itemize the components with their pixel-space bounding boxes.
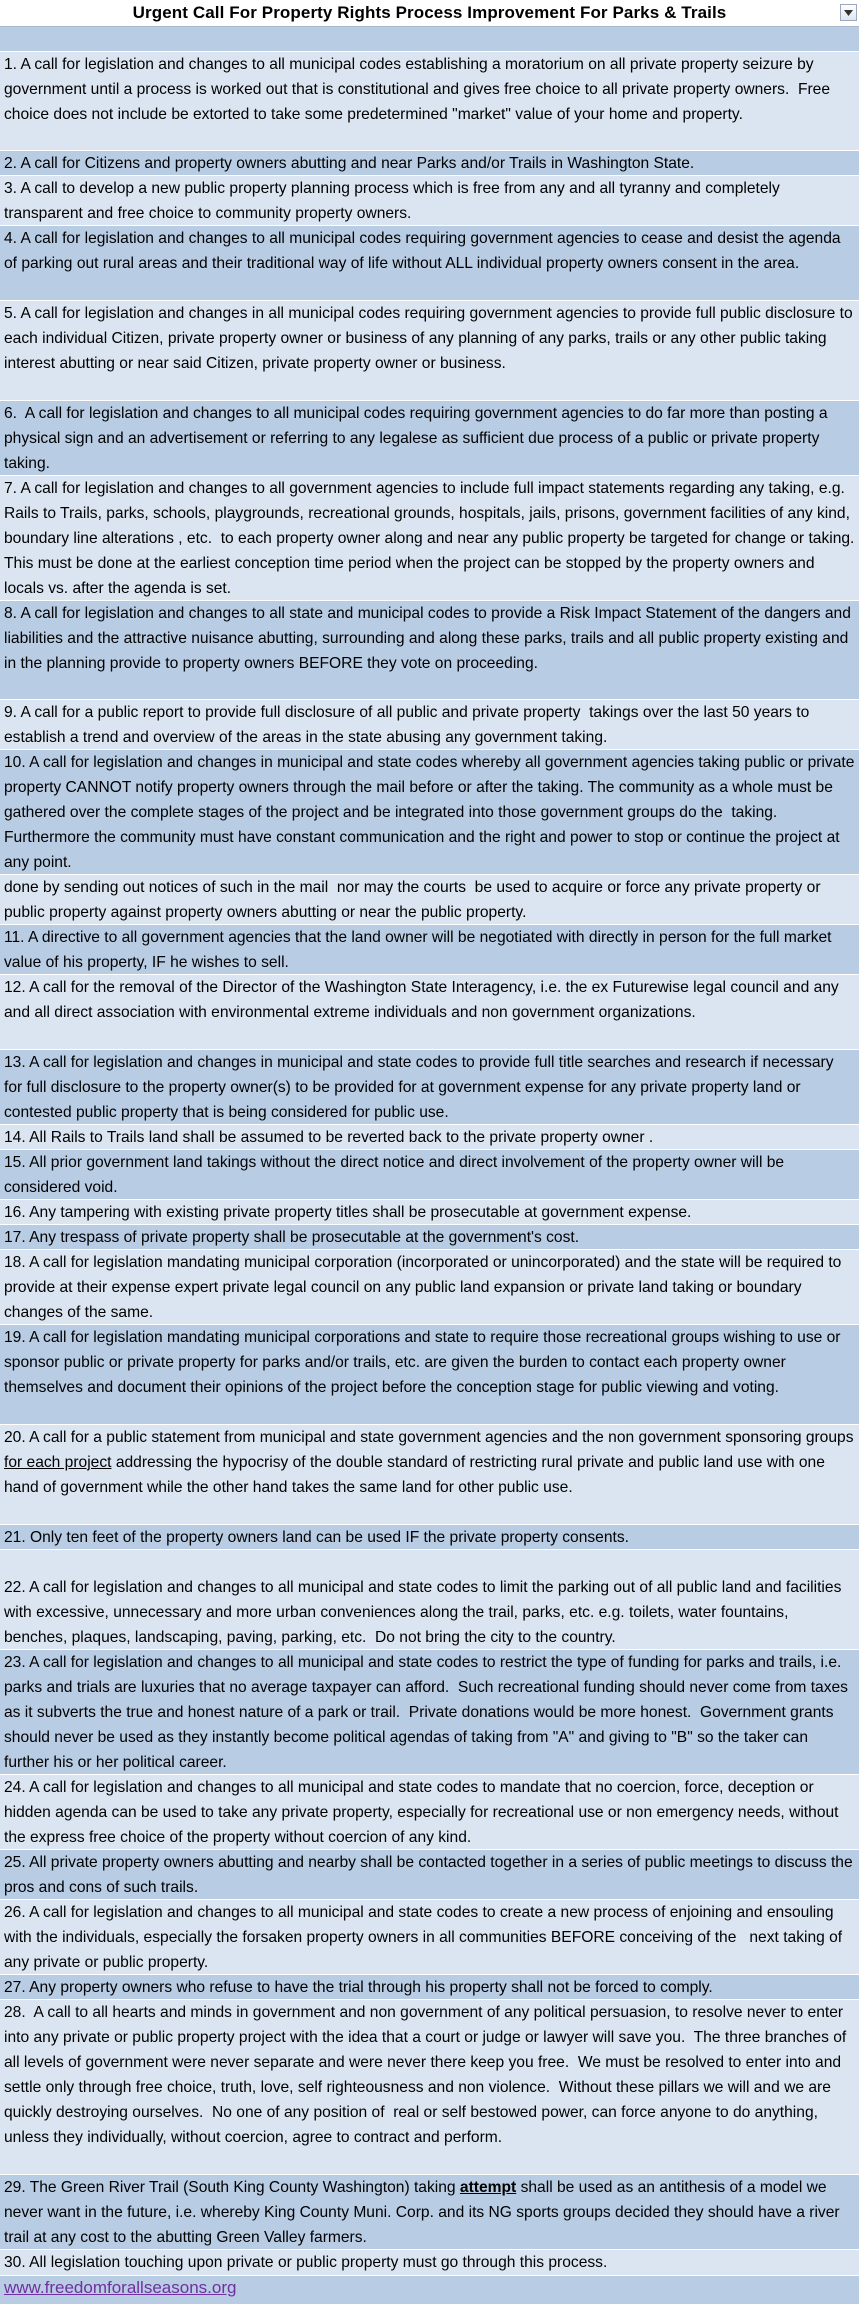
row-item-21[interactable]	[0, 1525, 859, 1550]
item-29-text: 29. The Green River Trail (South King County Washington) taking	[4, 2179, 460, 2196]
cell-text: done by sending out notices of such in the mail nor may the courts be used to acquire or force any private property or public property against property owners abutting or near the public property.	[4, 879, 825, 921]
row-item-1[interactable]	[0, 52, 859, 151]
cell-text: 16. Any tampering with existing private property titles shall be prosecutable at government expense.	[4, 1204, 692, 1221]
website-link[interactable]: www.freedomforallseasons.org	[4, 2278, 237, 2297]
cell-text: 1. A call for legislation and changes to all municipal codes establishing a moratorium on all private property seizure by government until a process is worked out that is constitutional and gives free choice to all private property owners. Free choice does not include be extorted to take some predetermined "market" value of your home and property.	[4, 56, 835, 123]
cell-text: 30. All legislation touching upon private or public property must go through this process.	[4, 2254, 608, 2271]
page-title: Urgent Call For Property Rights Process Improvement For Parks & Trails	[132, 3, 727, 22]
cell-text: 11. A directive to all government agencies that the land owner will be negotiated with directly in person for the full market value of his property, IF he wishes to sell.	[4, 929, 836, 971]
cell-text: 9. A call for a public report to provide full disclosure of all public and private property takings over the last 50 years to establish a trend and overview of the areas in the state abusing any government taking.	[4, 704, 814, 746]
row-item-8[interactable]	[0, 601, 859, 700]
cell-text: 6. A call for legislation and changes to all municipal codes requiring government agencies to do far more than posting a physical sign and an advertisement or referring to any legalese as sufficient due process of a public or private property taking.	[4, 405, 832, 472]
cell-text: 4. A call for legislation and changes to all municipal codes requiring government agencies to cease and desist the agenda of parking out rural areas and their traditional way of life without ALL individual property owners consent in the area.	[4, 230, 845, 272]
cell-text: 8. A call for legislation and changes to all state and municipal codes to provide a Risk Impact Statement of the dangers and liabilities and the attractive nuisance abutting, surrounding and along these parks, trails and all public property existing and in the planning provide to property owners BEFORE they vote on proceeding.	[4, 605, 856, 672]
item-20-underlined: for each project	[4, 1454, 112, 1471]
row-item-16[interactable]	[0, 1200, 859, 1225]
row-item-18[interactable]	[0, 1250, 859, 1325]
cell-text: 22. A call for legislation and changes to all municipal and state codes to limit the parking out of all public land and facilities with excessive, unnecessary and more urban conveniences along the trail, parks, etc. e.g. toilets, water fountains, benches, plaques, landscaping, paving, parking, etc. Do not bring the city to the country.	[4, 1579, 846, 1646]
row-item-11[interactable]	[0, 925, 859, 975]
cell-text: 26. A call for legislation and changes to all municipal and state codes to create a new process of enjoining and ensouling with the individuals, especially the forsaken property owners in all communities BEFORE conceiving of the next taking of any private or public property.	[4, 1904, 847, 1971]
row-item-23[interactable]	[0, 1650, 859, 1775]
cell-text: 18. A call for legislation mandating municipal corporation (incorporated or unincorporated) and the state will be required to provide at their expense expert private legal council on any public land expansion or private land taking or boundary changes of the same.	[4, 1254, 846, 1321]
row-item-5[interactable]	[0, 301, 859, 401]
row-item-14[interactable]	[0, 1125, 859, 1150]
website-link-row[interactable]	[0, 2276, 859, 2304]
cell-text: 7. A call for legislation and changes to all government agencies to include full impact statements regarding any taking, e.g. Rails to Trails, parks, schools, playgrounds, recreational grounds, hospitals, jails, prisons, government facilities of any kind, boundary line alterations , etc. to each property owner along and near any public property be targeted for change or taking. This must be done at the earliest conception time period when the project can be stopped by the property owners and locals vs. after the agenda is set.	[4, 480, 859, 597]
row-item-22[interactable]	[0, 1550, 859, 1650]
row-item-19[interactable]	[0, 1325, 859, 1425]
cell-text: 24. A call for legislation and changes to all municipal and state codes to mandate that no coercion, force, deception or hidden agenda can be used to take any private property, especially for recreational use or non emergency needs, without the express free choice of the property without coercion of any kind.	[4, 1779, 843, 1846]
row-blank[interactable]	[0, 27, 859, 52]
item-20-rest: addressing the hypocrisy of the double standard of restricting rural private and public land use with one hand of government while the other hand takes the same land for other public use.	[4, 1454, 830, 1496]
cell-text	[4, 2175, 855, 2250]
cell-text: 12. A call for the removal of the Director of the Washington State Interagency, i.e. the ex Futurewise legal council and any and all direct association with environmental extreme individuals and non government organizations.	[4, 979, 844, 1021]
row-item-15[interactable]	[0, 1150, 859, 1200]
row-item-3[interactable]	[0, 176, 859, 226]
row-item-7[interactable]	[0, 476, 859, 601]
row-item-4[interactable]	[0, 226, 859, 301]
row-item-30[interactable]	[0, 2250, 859, 2276]
row-item-28[interactable]	[0, 2000, 859, 2175]
row-item-10[interactable]	[0, 750, 859, 875]
cell-text: 10. A call for legislation and changes in municipal and state codes whereby all government agencies taking public or private property CANNOT notify property owners through the mail before or after the taking. The community as a whole must be gathered over the complete stages of the project and be integrated into those government groups do the taking. Furthermore the community must have constant communication and the right and power to stop or continue the project at any point.	[4, 754, 859, 871]
row-item-10-continued[interactable]	[0, 875, 859, 925]
cell-text: 17. Any trespass of private property shall be prosecutable at the government's cost.	[4, 1229, 580, 1246]
cell-text: 23. A call for legislation and changes to all municipal and state codes to restrict the type of funding for parks and trails, i.e. parks and trials are luxuries that no average taxpayer can afford. Such recreational funding should never come from taxes as it subverts the true and honest nature of a park or trail. Private donations would be more honest. Government grants should never be used as they instantly become political agendas of taking from "A" and giving to "B" so the taker can further his or her political career.	[4, 1654, 853, 1771]
cell-text: 5. A call for legislation and changes in all municipal codes requiring government agencies to provide full public disclosure to each individual Citizen, private property owner or business of any planning of any parks, trails or any other public taking interest abutting or near said Citizen, private property owner or business.	[4, 305, 857, 372]
row-item-29[interactable]	[0, 2175, 859, 2250]
cell-text: 14. All Rails to Trails land shall be assumed to be reverted back to the private property owner .	[4, 1129, 654, 1146]
item-29-rest: shall be used as an antithesis of a model we never want in the future, i.e. whereby King County Muni. Corp. and its NG sports groups decided they should have a river trail at any cost to the abutting Green Valley farmers.	[4, 2179, 844, 2246]
item-29-bold: attempt	[459, 2179, 517, 2196]
row-item-12[interactable]	[0, 975, 859, 1050]
dropdown-arrow-icon[interactable]	[840, 4, 857, 21]
row-item-2[interactable]	[0, 151, 859, 176]
row-item-20[interactable]	[0, 1425, 859, 1525]
row-item-25[interactable]	[0, 1850, 859, 1900]
cell-text: 2. A call for Citizens and property owners abutting and near Parks and/or Trails in Washington State.	[4, 155, 695, 172]
row-item-6[interactable]	[0, 401, 859, 476]
cell-text	[4, 1425, 858, 1500]
row-item-27[interactable]	[0, 1975, 859, 2000]
cell-text: 28. A call to all hearts and minds in government and non government of any political persuasion, to resolve never to enter into any private or public property project with the idea that a court or judge or lawyer will save you. The three branches of all levels of government were never separate and were never there keep you free. We must be resolved to enter into and settle only through free choice, truth, love, self righteousness and non violence. Without these pillars we will and we are quickly destroying ourselves. No one of any position of real or self bestowed power, can force anyone to do anything, unless they individually, without coercion, agree to contract and perform.	[4, 2004, 851, 2146]
row-item-24[interactable]	[0, 1775, 859, 1850]
row-item-26[interactable]	[0, 1900, 859, 1975]
row-item-17[interactable]	[0, 1225, 859, 1250]
item-20-text: 20. A call for a public statement from municipal and state government agencies and the non government sponsoring groups	[4, 1429, 858, 1446]
cell-text: 25. All private property owners abutting and nearby shall be contacted together in a series of public meetings to discuss the pros and cons of such trails.	[4, 1854, 857, 1896]
cell-text: 3. A call to develop a new public property planning process which is free from any and all tyranny and completely transparent and free choice to community property owners.	[4, 180, 785, 222]
cell-text: 13. A call for legislation and changes in municipal and state codes to provide full title searches and research if necessary for full disclosure to the property owner(s) to be provided for at government expense for any private property land or contested public property that is being considered for public use.	[4, 1054, 838, 1121]
cell-text: 19. A call for legislation mandating municipal corporations and state to require those recreational groups wishing to use or sponsor public or private property for parks and/or trails, etc. are given the burden to contact each property owner themselves and document their opinions of the project before the conception stage for public viewing and voting.	[4, 1329, 845, 1396]
row-item-9[interactable]	[0, 700, 859, 750]
cell-text: 27. Any property owners who refuse to have the trial through his property shall not be forced to comply.	[4, 1979, 713, 1996]
header-row	[0, 0, 859, 27]
cell-text: 15. All prior government land takings without the direct notice and direct involvement of the property owner will be considered void.	[4, 1154, 789, 1196]
cell-text: 21. Only ten feet of the property owners land can be used IF the private property consents.	[4, 1529, 629, 1546]
row-item-13[interactable]	[0, 1050, 859, 1125]
